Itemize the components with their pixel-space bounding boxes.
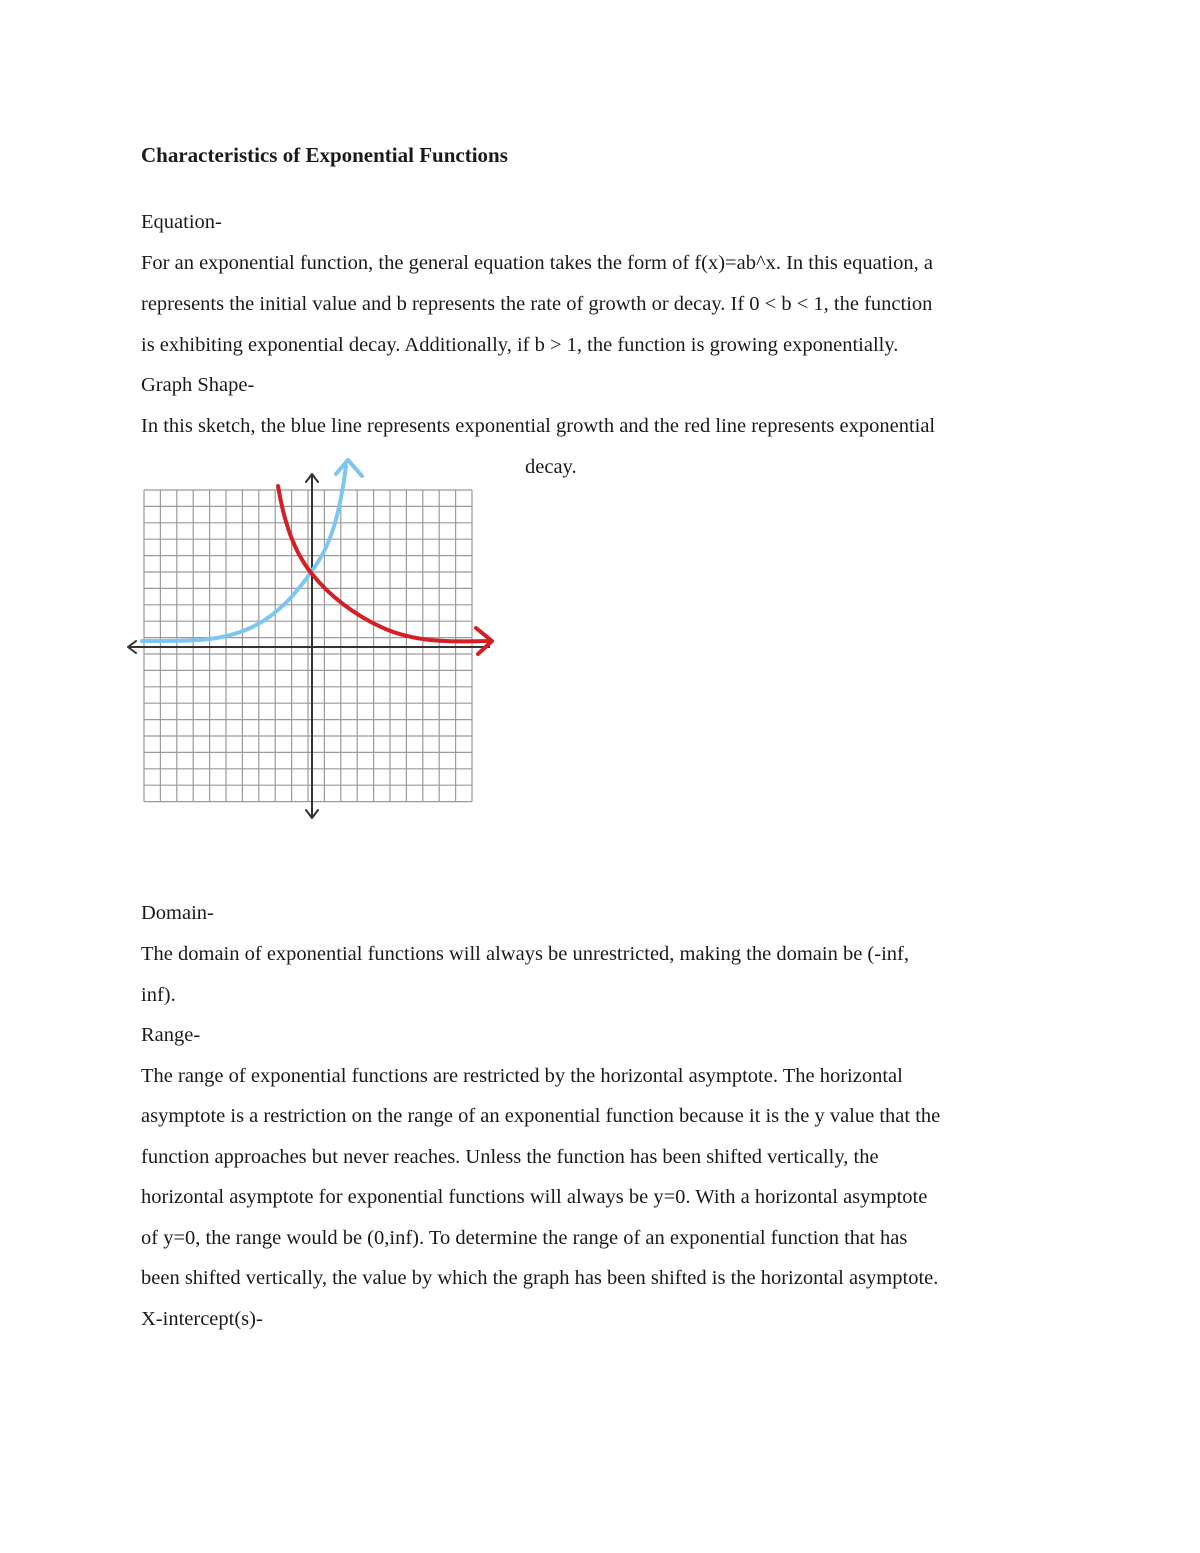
- graph-shape-heading: Graph Shape-: [141, 374, 255, 396]
- graph-shape-text-line: decay.: [525, 456, 577, 478]
- equation-text-line: represents the initial value and b represents the rate of growth or decay. If 0 < b < 1, the function: [141, 293, 933, 315]
- exponential-sketch-graph: [118, 452, 502, 824]
- equation-text-line: is exhibiting exponential decay. Additionally, if b > 1, the function is growing exponentially.: [141, 334, 899, 356]
- range-text-line: asymptote is a restriction on the range of an exponential function because it is the y value that the: [141, 1105, 941, 1127]
- equation-text-line: For an exponential function, the general equation takes the form of f(x)=ab^x. In this equation, a: [141, 252, 933, 274]
- domain-heading: Domain-: [141, 902, 214, 924]
- decay-curve: [278, 486, 490, 641]
- range-text-line: The range of exponential functions are restricted by the horizontal asymptote. The horizontal: [141, 1065, 903, 1087]
- graph-grid: [144, 490, 472, 802]
- domain-text-line: The domain of exponential functions will always be unrestricted, making the domain be (-inf,: [141, 943, 909, 965]
- growth-curve: [142, 466, 346, 641]
- graph-shape-text-line: In this sketch, the blue line represents exponential growth and the red line represents exponential: [141, 415, 936, 437]
- range-heading: Range-: [141, 1024, 201, 1046]
- range-text-line: of y=0, the range would be (0,inf). To determine the range of an exponential function that has: [141, 1227, 908, 1249]
- equation-heading: Equation-: [141, 211, 222, 233]
- range-text-line: been shifted vertically, the value by which the graph has been shifted is the horizontal asymptote.: [141, 1267, 939, 1289]
- x-intercepts-heading: X-intercept(s)-: [141, 1308, 263, 1330]
- page-title: Characteristics of Exponential Functions: [141, 143, 508, 167]
- x-axis: [128, 641, 490, 653]
- range-text-line: function approaches but never reaches. Unless the function has been shifted vertically, the: [141, 1146, 879, 1168]
- range-text-line: horizontal asymptote for exponential functions will always be y=0. With a horizontal asymptote: [141, 1186, 928, 1208]
- growth-arrowhead: [336, 460, 362, 476]
- domain-text-line: inf).: [141, 984, 176, 1006]
